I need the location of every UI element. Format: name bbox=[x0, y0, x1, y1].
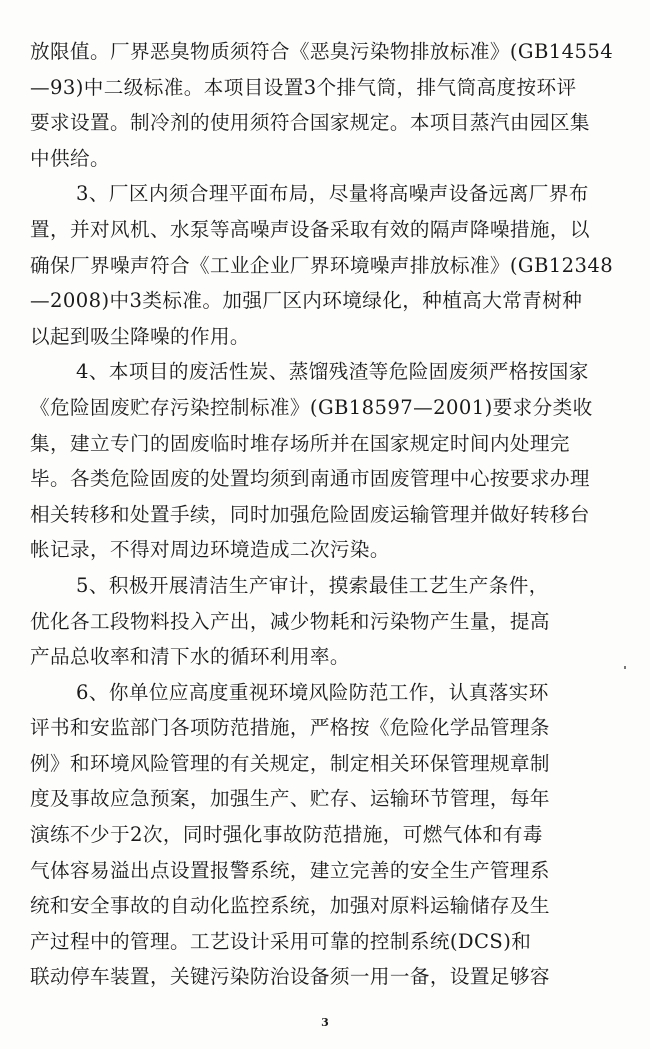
text-line: 放限值。厂界恶臭物质须符合《恶臭污染物排放标准》(GB14554 bbox=[30, 40, 614, 63]
text-line: 统和安全事故的自动化监控系统，加强对原料运输储存及生 bbox=[30, 894, 550, 918]
text-line: 中供给。 bbox=[30, 146, 110, 170]
text-line: 产过程中的管理。工艺设计采用可靠的控制系统(DCS)和 bbox=[30, 929, 532, 953]
text-line: 集，建立专门的固废临时堆存场所并在国家规定时间内处理完 bbox=[30, 431, 570, 455]
text-line: 气体容易溢出点设置报警系统，建立完善的安全生产管理系 bbox=[30, 858, 550, 882]
text-line: 《危险固废贮存污染控制标准》(GB18597—2001)要求分类收 bbox=[30, 395, 593, 419]
paragraph-6 bbox=[30, 675, 620, 995]
paragraph-3 bbox=[30, 176, 620, 354]
paragraph-5 bbox=[30, 568, 620, 675]
paragraph-1 bbox=[30, 34, 620, 176]
text-line: 帐记录，不得对周边环境造成二次污染。 bbox=[30, 538, 390, 562]
text-line: 度及事故应急预案，加强生产、贮存、运输环节管理，每年 bbox=[30, 787, 550, 811]
scan-speck bbox=[624, 666, 626, 669]
text-line: 演练不少于2次，同时强化事故防范措施，可燃气体和有毒 bbox=[30, 823, 543, 847]
text-line: 置，并对风机、水泵等高噪声设备采取有效的隔声降噪措施，以 bbox=[30, 217, 590, 241]
text-line: 优化各工段物料投入产出，减少物耗和污染物产生量，提高 bbox=[30, 609, 550, 633]
text-line: 确保厂界噪声符合《工业企业厂界环境噪声排放标准》(GB12348 bbox=[30, 253, 614, 277]
text-line: 例》和环境风险管理的有关规定，制定相关环保管理规章制 bbox=[30, 751, 550, 775]
text-line: 以起到吸尘降噪的作用。 bbox=[30, 324, 250, 348]
text-line: 要求设置。制冷剂的使用须符合国家规定。本项目蒸汽由园区集 bbox=[30, 111, 590, 135]
text-line: 3、厂区内须合理平面布局，尽量将高噪声设备远离厂界布 bbox=[76, 182, 589, 206]
text-line: 评书和安监部门各项防范措施，严格按《危险化学品管理条 bbox=[30, 716, 550, 740]
text-line: 相关转移和处置手续，同时加强危险固废运输管理并做好转移台 bbox=[30, 502, 590, 526]
body-text bbox=[30, 34, 620, 995]
text-line: —2008)中3类标准。加强厂区内环境绿化，种植高大常青树种 bbox=[30, 289, 583, 313]
text-line: 4、本项目的废活性炭、蒸馏残渣等危险固废须严格按国家 bbox=[76, 360, 589, 384]
text-line: 联动停车装置，关键污染防治设备须一用一备，设置足够容 bbox=[30, 965, 550, 989]
text-line: 6、你单位应高度重视环境风险防范工作，认真落实环 bbox=[76, 680, 549, 704]
text-line: 毕。各类危险固废的处置均须到南通市固废管理中心按要求办理 bbox=[30, 467, 590, 491]
text-line: 产品总收率和清下水的循环利用率。 bbox=[30, 645, 350, 669]
text-line: —93)中二级标准。本项目设置3个排气筒，排气筒高度按环评 bbox=[30, 75, 577, 99]
paragraph-4 bbox=[30, 354, 620, 568]
text-line: 5、积极开展清洁生产审计，摸索最佳工艺生产条件， bbox=[76, 573, 549, 597]
page-number: 3 bbox=[321, 1016, 329, 1029]
